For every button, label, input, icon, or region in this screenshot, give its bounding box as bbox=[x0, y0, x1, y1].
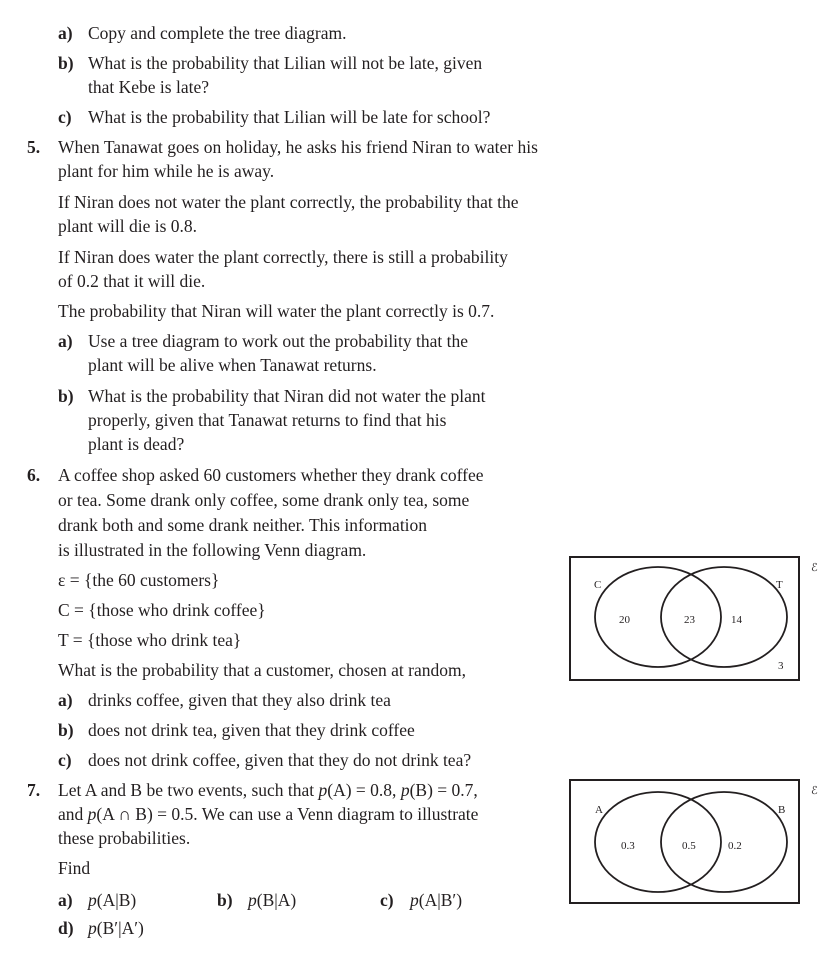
q7-part-d-expr: p(B′|A′) bbox=[88, 918, 144, 938]
q5-part-b-label: b) bbox=[58, 386, 74, 406]
q6-question: What is the probability that a customer, chosen at random, bbox=[58, 660, 467, 680]
q7-line-2: and p(A ∩ B) = 0.5. We can use a Venn diagram to illustrate bbox=[58, 804, 479, 824]
q4-part-c-text: What is the probability that Lilian will be late for school? bbox=[88, 107, 491, 127]
q7-part-b-label: b) bbox=[217, 890, 233, 910]
q7-part-a-label: a) bbox=[58, 890, 73, 910]
region-coffee-only: 20 bbox=[619, 614, 630, 626]
q4-part-a-label: a) bbox=[58, 23, 73, 43]
venn-diagram-a-b bbox=[568, 778, 832, 908]
question-7-number: 7. bbox=[27, 780, 41, 800]
q7-line-1: Let A and B be two events, such that p(A) = 0.8, p(B) = 0.7, bbox=[58, 780, 478, 800]
question-5-number: 5. bbox=[27, 137, 41, 157]
q5-part-b-text: What is the probability that Niran did not water the plant bbox=[88, 386, 486, 406]
q5-intro: plant for him while he is away. bbox=[58, 161, 275, 181]
q5-part-b-text: plant is dead? bbox=[88, 434, 185, 454]
region-a-and-b: 0.5 bbox=[682, 840, 696, 852]
q5-para-2: of 0.2 that it will die. bbox=[58, 271, 206, 291]
region-neither: 3 bbox=[778, 660, 784, 672]
q6-part-b-text: does not drink tea, given that they drink coffee bbox=[88, 720, 415, 740]
q6-part-b-label: b) bbox=[58, 720, 74, 740]
q6-part-c-label: c) bbox=[58, 750, 72, 770]
q4-part-c-label: c) bbox=[58, 107, 72, 127]
q4-part-b-text: that Kebe is late? bbox=[88, 77, 209, 97]
region-a-only: 0.3 bbox=[621, 840, 635, 852]
question-6-number: 6. bbox=[27, 465, 41, 485]
q6-intro: or tea. Some drank only coffee, some drank only tea, some bbox=[58, 490, 470, 510]
set-b-label: B bbox=[778, 804, 786, 816]
q5-intro: When Tanawat goes on holiday, he asks his friend Niran to water his bbox=[58, 137, 538, 157]
q4-part-b-text: What is the probability that Lilian will not be late, given bbox=[88, 53, 483, 73]
q6-set-tea: T = {those who drink tea} bbox=[58, 630, 242, 650]
q4-part-b-label: b) bbox=[58, 53, 74, 73]
q7-part-a-expr: p(A|B) bbox=[88, 890, 137, 910]
q6-set-coffee: C = {those who drink coffee} bbox=[58, 600, 266, 620]
q7-line-3: these probabilities. bbox=[58, 828, 191, 848]
q5-para-1: plant will die is 0.8. bbox=[58, 216, 198, 236]
q5-part-a-text: plant will be alive when Tanawat returns. bbox=[88, 355, 377, 375]
q7-find: Find bbox=[58, 858, 91, 878]
q6-intro: drank both and some drank neither. This information bbox=[58, 515, 428, 535]
q6-intro: is illustrated in the following Venn diagram. bbox=[58, 540, 367, 560]
set-a-label: A bbox=[595, 804, 603, 816]
q7-part-c-label: c) bbox=[380, 890, 394, 910]
venn-diagram-coffee-tea bbox=[568, 555, 832, 685]
q5-part-a-label: a) bbox=[58, 331, 73, 351]
q5-part-b-text: properly, given that Tanawat returns to find that his bbox=[88, 410, 447, 430]
set-t-label: T bbox=[776, 579, 783, 591]
universal-set-symbol: ℰ bbox=[811, 562, 818, 574]
q5-part-a-text: Use a tree diagram to work out the probability that the bbox=[88, 331, 469, 351]
q5-para-2: If Niran does water the plant correctly, there is still a probability bbox=[58, 247, 508, 267]
q5-para-1: If Niran does not water the plant correctly, the probability that the bbox=[58, 192, 519, 212]
q5-para-3: The probability that Niran will water the plant correctly is 0.7. bbox=[58, 301, 495, 321]
q4-part-a-text: Copy and complete the tree diagram. bbox=[88, 23, 347, 43]
universal-set-symbol: ℰ bbox=[811, 785, 818, 797]
q7-part-d-label: d) bbox=[58, 918, 74, 938]
q6-part-c-text: does not drink coffee, given that they do not drink tea? bbox=[88, 750, 472, 770]
region-b-only: 0.2 bbox=[728, 840, 742, 852]
q7-part-c-expr: p(A|B′) bbox=[410, 890, 463, 910]
region-both: 23 bbox=[684, 614, 695, 626]
region-tea-only: 14 bbox=[731, 614, 742, 626]
q7-part-b-expr: p(B|A) bbox=[248, 890, 297, 910]
q6-set-universal: ε = {the 60 customers} bbox=[58, 570, 220, 590]
q6-part-a-label: a) bbox=[58, 690, 73, 710]
set-c-label: C bbox=[594, 579, 602, 591]
q6-part-a-text: drinks coffee, given that they also drink tea bbox=[88, 690, 391, 710]
q6-intro: A coffee shop asked 60 customers whether they drank coffee bbox=[58, 465, 484, 485]
